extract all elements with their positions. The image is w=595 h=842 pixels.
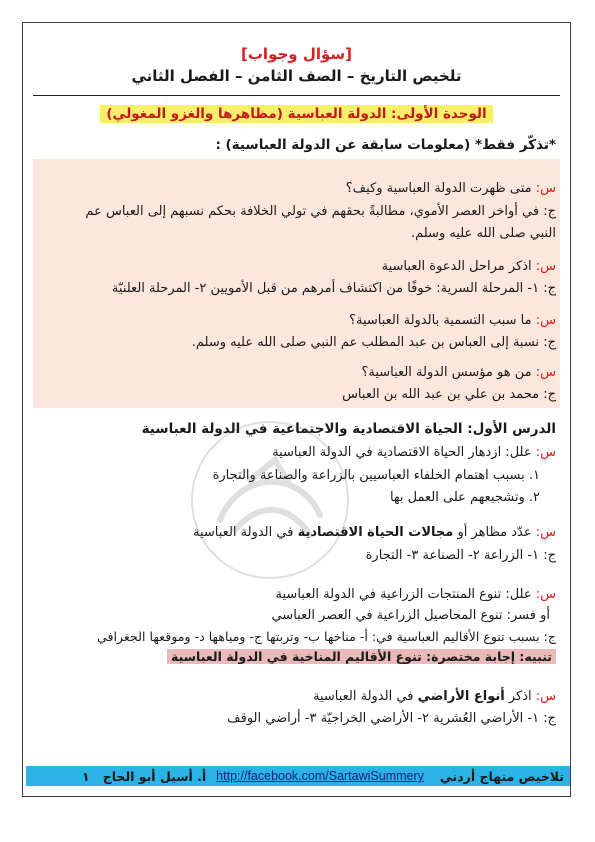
answer-6: ج: ١- الزراعة ٢- الصناعة ٣- التجارة	[365, 548, 556, 563]
unit-heading-wrap	[23, 103, 570, 123]
answer-5-item-1: ١. بسبب اهتمام الخلفاء العباسيين بالزراعة والصناعة والتجارة	[212, 468, 540, 483]
page-number: ١	[82, 768, 90, 784]
question-4: س: من هو مؤسس الدولة العباسية؟	[361, 365, 556, 380]
unit-heading: الوحدة الأولى: الدولة العباسية (مظاهرها والغزو المغولي)	[100, 105, 492, 123]
answer-7: ج: بسبب تنوع الأقاليم العباسية في: أ- مناخها ب- وتربتها ج- ومياهها د- وموقعها الجغرافي	[96, 629, 556, 644]
note-box: تنبيه: إجابة مختصرة: تنوع الأقاليم المناخية في الدولة العباسية	[167, 649, 556, 664]
lesson-heading: الدرس الأول: الحياة الاقتصادية والاجتماعية في الدولة العباسية	[141, 421, 556, 437]
question-3: س: ما سبب التسمية بالدولة العباسية؟	[349, 313, 556, 328]
question-7: س: علل: تنوع المنتجات الزراعية في الدولة العباسية	[275, 587, 556, 602]
watermark-strokes	[220, 460, 320, 535]
question-5: س: علل: ازدهار الحياة الاقتصادية في الدولة العباسية	[272, 445, 556, 460]
question-7-alt: أو فسر: تنوع المحاصيل الزراعية في العصر العباسي	[271, 608, 550, 623]
footer-site-name: تلاخيص منهاج أردني	[439, 768, 564, 784]
answer-5-item-2: ٢. وتشجيعهم على العمل بها	[389, 490, 540, 505]
question-2: س: اذكر مراحل الدعوة العباسية	[381, 259, 556, 274]
qa-label: [سؤال وجواب]	[241, 45, 352, 63]
footer-author: أ. أسيل أبو الحاج	[102, 768, 207, 784]
watermark-logo	[180, 410, 360, 590]
answer-4: ج: محمد بن علي بن عبد الله بن العباس	[342, 387, 556, 402]
answer-2: ج: ١- المرحلة السرية: خوفًا من اكتشاف أمرهم من قبل الأمويين ٢- المرحلة العلنيّة	[111, 281, 556, 296]
footer-bar	[26, 766, 570, 786]
header-divider	[33, 95, 560, 96]
question-1: س: متى ظهرت الدولة العباسية وكيف؟	[345, 181, 556, 196]
question-6: س: عدّد مظاهر أو مجالات الحياة الاقتصادية في الدولة العباسية	[193, 525, 556, 540]
answer-1-cont: النبي صلى الله عليه وسلم.	[410, 226, 556, 241]
answer-1: ج: في أواخر العصر الأموي، مطالبةً بحقهم في تولي الخلافة بحكم نسبهم إلى العباس عم	[85, 204, 556, 219]
watermark-ring	[192, 422, 348, 578]
footer-facebook-link[interactable]: http://facebook.com/SartawiSummery	[216, 769, 424, 783]
document-title: تلخيص التاريخ – الصف الثامن – الفصل الثاني	[131, 67, 462, 85]
answer-3: ج: نسبة إلى العباس بن عبد المطلب عم النبي صلى الله عليه وسلم.	[191, 335, 556, 350]
remember-heading: *تذكّر فقط* (معلومات سابقة عن الدولة العباسية) :	[215, 137, 556, 153]
question-8: س: اذكر أنواع الأراضي في الدولة العباسية	[312, 689, 556, 704]
answer-8: ج: ١- الأراضي العُشرية ٢- الأراضي الخراجيّة ٣- أراضي الوقف	[227, 711, 556, 726]
